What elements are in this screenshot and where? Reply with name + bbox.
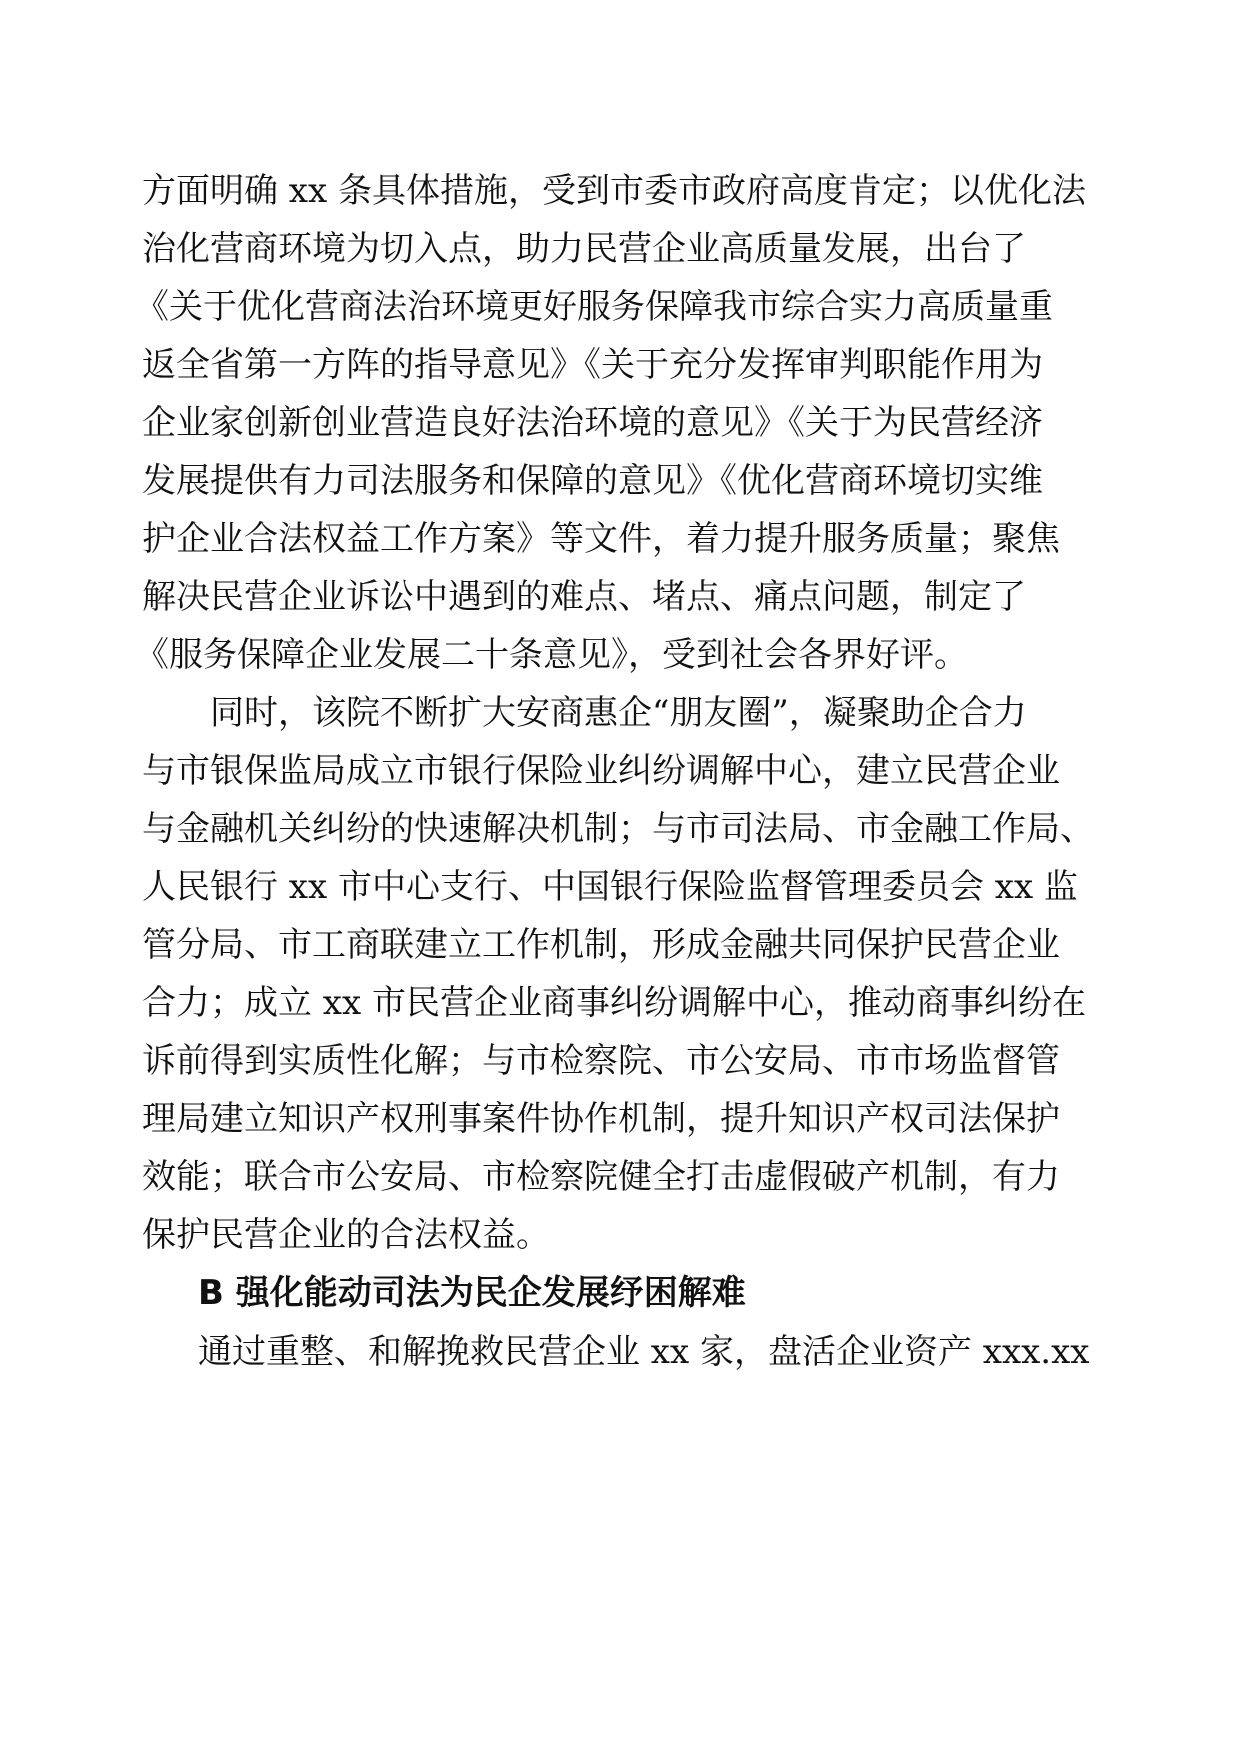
paragraph-2-line (0, 915, 1240, 975)
text-line: 与金融机关纠纷的快速解决机制；与市司法局、市金融工作局、 (142, 809, 1094, 849)
text-line: 护企业合法权益工作方案》等文件，着力提升服务质量；聚焦 (142, 519, 1060, 559)
paragraph-1-line (0, 567, 1240, 627)
text-line: 返全省第一方阵的指导意见》《关于充分发挥审判职能作用为 (142, 345, 1043, 385)
text-line: 方面明确 xx 条具体措施，受到市委市政府高度肯定；以优化法 (142, 171, 1086, 211)
text-line: 诉前得到实质性化解；与市检察院、市公安局、市市场监督管 (142, 1041, 1060, 1081)
text-line: 发展提供有力司法服务和保障的意见》《优化营商环境切实维 (142, 461, 1043, 501)
text-line: 同时，该院不断扩大安商惠企“朋友圈”，凝聚助企合力 (210, 693, 1027, 733)
paragraph-1-line (0, 625, 1240, 685)
paragraph-1-line (0, 219, 1240, 279)
paragraph-1-line (0, 161, 1240, 221)
text-line: 与市银保监局成立市银行保险业纠纷调解中心，建立民营企业 (142, 751, 1060, 791)
text-line: 《服务保障企业发展二十条意见》，受到社会各界好评。 (135, 635, 968, 675)
paragraph-1-line (0, 451, 1240, 511)
text-line: 治化营商环境为切入点，助力民营企业高质量发展，出台了 (142, 229, 1026, 269)
paragraph-1-line (0, 277, 1240, 337)
paragraph-3-line (0, 1322, 1240, 1382)
text-line: 《关于优化营商法治环境更好服务保障我市综合实力高质量重 (135, 287, 1053, 327)
paragraph-1-line (0, 509, 1240, 569)
paragraph-2-line (0, 1205, 1240, 1265)
paragraph-2-line (0, 1089, 1240, 1149)
text-line: 人民银行 xx 市中心支行、中国银行保险监督管理委员会 xx 监 (142, 867, 1078, 907)
paragraph-2-line (0, 683, 1240, 743)
text-line: 通过重整、和解挽救民营企业 xx 家，盘活企业资产 xxx.xx (198, 1332, 1090, 1372)
text-line: 解决民营企业诉讼中遇到的难点、堵点、痛点问题，制定了 (142, 577, 1026, 617)
text-line: 效能；联合市公安局、市检察院健全打击虚假破产机制，有力 (142, 1157, 1060, 1197)
text-line: 合力；成立 xx 市民营企业商事纠纷调解中心，推动商事纠纷在 (142, 983, 1086, 1023)
text-line: 管分局、市工商联建立工作机制，形成金融共同保护民营企业 (142, 925, 1060, 965)
section-heading (0, 1263, 1240, 1323)
paragraph-1-line (0, 393, 1240, 453)
paragraph-2-line (0, 799, 1240, 859)
text-line: 企业家创新创业营造良好法治环境的意见》《关于为民营经济 (142, 403, 1043, 443)
section-heading-text: B 强化能动司法为民企发展纾困解难 (198, 1273, 746, 1313)
paragraph-2-line (0, 1147, 1240, 1207)
paragraph-2-line (0, 741, 1240, 801)
paragraph-1-line (0, 335, 1240, 395)
text-line: 理局建立知识产权刑事案件协作机制，提升知识产权司法保护 (142, 1099, 1060, 1139)
paragraph-2-line (0, 973, 1240, 1033)
text-line: 保护民营企业的合法权益。 (142, 1215, 550, 1255)
paragraph-2-line (0, 857, 1240, 917)
paragraph-2-line (0, 1031, 1240, 1091)
